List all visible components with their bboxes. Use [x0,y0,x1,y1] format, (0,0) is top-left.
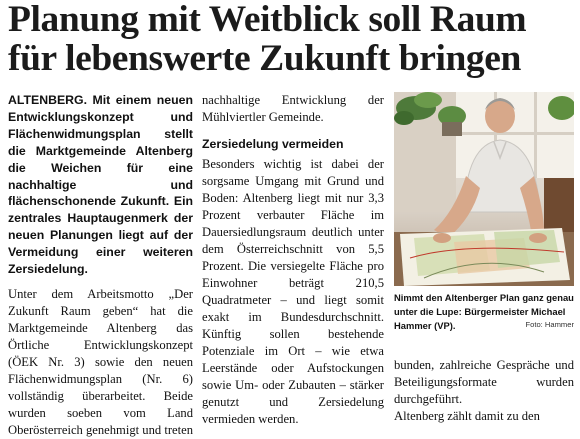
headline-line-2: für lebenswerte Zukunft bringen [8,38,521,79]
body-paragraph-1: Unter dem Arbeitsmotto „Der Zukunft Raum geben“ hat die Marktgemeinde Altenberg das Örtliche Entwicklungskonzept (ÖEK Nr. 3) sowie den neuen Flächenwidmungsplan (Nr. 6) vollständig überarbeitet. Beide wurden soeben vom Land Oberösterreich genehmigt und treten [8,286,193,437]
headline-line-1: Planung mit Weitblick soll Raum [8,0,527,40]
lead-text: Mit einem neuen Entwicklungskonzept und Flächenwidmungsplan stellt die Marktgemeinde Altenberg die Weichen für eine nachhaltige und flächenschonende Zukunft. Ein zentrales Hauptaugenmerk der neuen Planungen liegt auf der Vermeidung einer weiteren Zersiedelung. [8,93,193,277]
body-paragraph-3: Besonders wichtig ist dabei der sorgsame Umgang mit Grund und Boden: Altenberg liegt mit nur 3,3 Prozent verbauter Fläche im Dauersiedlungsraum deutlich unter dem Österreichschnitt von 5,5 Prozent. Die versiegelte Fläche pro Einwohner beträgt 210,5 Quadratmeter – und liegt somit exakt im Bundesdurchschnitt. Künftig sollen bestehende Potenziale im Ort – wie etwa Leerstände oder Aufstockungen sowie Um- oder Zubauten – stärker genutzt und Zersiedelung vermieden werden. [202,157,384,426]
photo-illustration [394,92,574,286]
body-paragraph-4: bunden, zahlreiche Gespräche und Beteiligungsformate wurden durchgeführt. [394,358,574,406]
subheading-zersiedelung: Zersiedelung vermeiden [202,137,344,151]
photo-caption [394,291,574,333]
article-headline [8,0,574,78]
photo-credit: Foto: Hammer [525,320,574,329]
body-paragraph-2: nachhaltige Entwicklung der Mühlviertler Gemeinde. [202,93,384,124]
photo-mayor-with-plan [394,92,574,286]
dateline: ALTENBERG. [8,93,88,107]
lead-paragraph [8,92,193,278]
body-paragraph-5: Altenberg zählt damit zu den [394,409,540,423]
column-1 [8,92,193,439]
caption-text: Nimmt den Altenberger Plan ganz genau unter die Lupe: Bürgermeister Michael Hammer (VP). [394,292,574,331]
column-3 [394,357,574,425]
column-2 [202,92,384,428]
